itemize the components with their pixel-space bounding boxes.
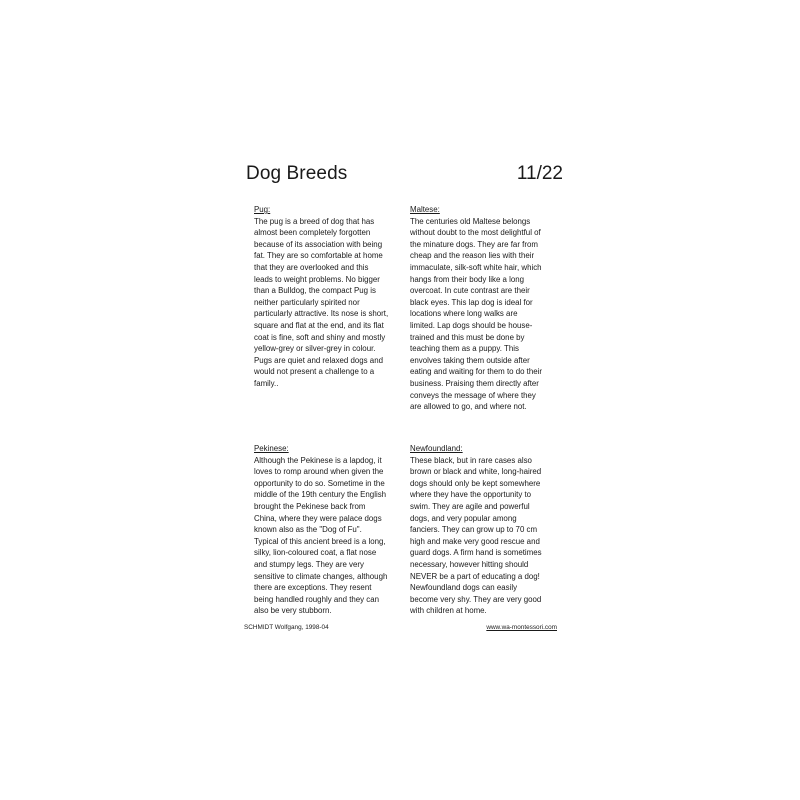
- section-maltese: [410, 204, 562, 413]
- footer-author: SCHMIDT Wolfgang, 1998-04: [244, 624, 329, 631]
- section-body: Although the Pekinese is a lapdog, it loves to romp around when given the opportunity to do so. Sometime in the middle of the 19th century the English brought the Pekinese back from China, where they were palace dogs known also as the "Dog of Fu". Typical of this ancient breed is a long, silky, lion-coloured coat, a flat nose and stumpy legs. They are very sensitive to climate changes, although there are exceptions. They resent being handled roughly and they can also be very stubborn.: [254, 455, 388, 616]
- section-body: The centuries old Maltese belongs without doubt to the most delightful of the minature dogs. They are far from cheap and the reason lies with their immaculate, silk-soft white hair, which hangs from their body like a long overcoat. In cute contrast are their black eyes. This lap dog is ideal for locations where long walks are limited. Lap dogs should be house- trained and this must be done by teaching them as a puppy. This envolves taking them outside after eating and waiting for them to do their business. Praising them directly after conveys the message of where they are allowed to go, and where not.: [410, 216, 543, 412]
- section-body: These black, but in rare cases also brown or black and white, long-haired dogs should only be kept somewhere where they have the opportunity to swim. They are agile and powerful dogs, and very popular among fanciers. They can grow up to 70 cm high and make very good rescue and guard dogs. A firm hand is sometimes necessary, however hitting should NEVER be a part of educating a dog! Newfoundland dogs can easily become very shy. They are very good with children at home.: [410, 455, 542, 616]
- footer-website-link[interactable]: www.wa-montessori.com: [486, 624, 557, 631]
- page-number: 11/22: [516, 163, 563, 184]
- section-heading: Pug:: [254, 205, 271, 214]
- section-heading: Maltese:: [410, 205, 440, 214]
- section-heading: Newfoundland:: [410, 444, 463, 453]
- section-pekinese: [254, 443, 406, 617]
- section-body: The pug is a breed of dog that has almost been completely forgotten because of its association with being fat. They are so comfortable at home that they are overlooked and this leads to weight problems. No bigger than a Bulldog, the compact Pug is neither particularly spirited nor particularly attractive. Its nose is short, square and flat at the end, and its flat coat is fine, soft and shiny and mostly yellow-grey or silver-grey in colour. Pugs are quiet and relaxed dogs and would not present a challenge to a family..: [254, 216, 389, 388]
- section-pug: [254, 204, 406, 390]
- section-heading: Pekinese:: [254, 444, 289, 453]
- page-title: Dog Breeds: [246, 163, 348, 184]
- section-newfoundland: [410, 443, 562, 617]
